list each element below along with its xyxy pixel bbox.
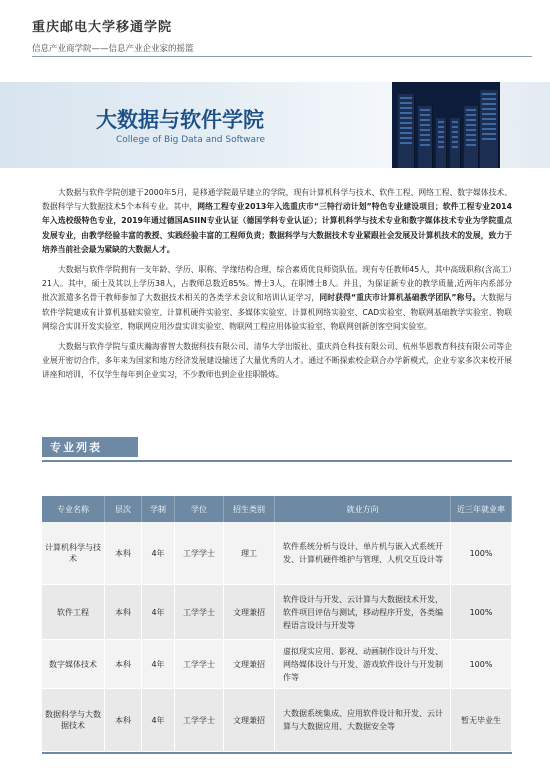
table-header-row (42, 496, 512, 522)
employment-rate: 100% (451, 640, 512, 689)
category: 文理兼招 (224, 689, 275, 752)
college-subtitle-en: College of Big Data and Software (116, 135, 266, 145)
major-name: 数字媒体技术 (42, 640, 105, 689)
career-direction: 虚拟现实应用、影视、动画制作设计与开发、网络媒体设计与开发、游戏软件设计与开发制作等 (275, 640, 451, 689)
server-room-image (392, 82, 500, 168)
table-bottom-rule (42, 752, 512, 754)
major-name: 数据科学与大数据技术 (42, 689, 105, 752)
header-divider (32, 56, 532, 57)
school-tagline: 信息产业商学院——信息产业企业家的摇篮 (32, 44, 194, 54)
category: 文理兼招 (224, 585, 275, 640)
section-title: 专业列表 (50, 441, 102, 454)
col-header-duration: 学制 (142, 496, 175, 522)
duration: 4年 (142, 522, 175, 585)
majors-table (42, 496, 512, 752)
table-row (42, 522, 512, 585)
employment-rate: 暂无毕业生 (451, 689, 512, 752)
col-header-career: 就业方向 (275, 496, 451, 522)
col-header-major: 专业名称 (42, 496, 105, 522)
intro-paragraph: 大数据与软件学院拥有一支年龄、学历、职称、学缘结构合理，综合素质优良师资队伍。现有专任教师45人，其中高级职称(含高工）21人。其中，硕士及其以上学历38人，占教师总数近85%。博士3人，在职博士8人。并且，为保证新专业的教学质量,近两年内系部分批次派遣多名骨干教师参加了大数据技术相关的各类学术会议和培训认证学习，同时获得“重庆市计算机基础教学团队”称号。大数据与软件学院建成有计算机基础实验室、计算机硬件实验室、多媒体实验室、计算机网络实验室、CAD实验室、物联网基础教学实验室、物联网综合实训开发实验室、物联网应用沙盘实训实验室、物联网工程应用体验实验室、物联网创新创客空间实验室。 (42, 265, 513, 331)
duration: 4年 (142, 689, 175, 752)
college-title: 大数据与软件学院 (96, 108, 264, 132)
degree: 工学学士 (175, 585, 224, 640)
career-direction: 软件系统分析与设计、单片机与嵌入式系统开发、计算机硬件维护与管理、人机交互设计等 (275, 522, 451, 585)
level: 本科 (105, 522, 142, 585)
duration: 4年 (142, 585, 175, 640)
level: 本科 (105, 689, 142, 752)
degree: 工学学士 (175, 522, 224, 585)
category: 理工 (224, 522, 275, 585)
col-header-degree: 学位 (175, 496, 224, 522)
degree: 工学学士 (175, 640, 224, 689)
degree: 工学学士 (175, 689, 224, 752)
intro-paragraph: 大数据与软件学院创建于2000年5月，是移通学院最早建立的学院，现有计算机科学与技术、软件工程、网络工程、数字媒体技术、数据科学与大数据技术5个本科专业。其中，网络工程专业2013年入选重庆市“三特行动计划”特色专业建设项目；软件工程专业2014年入选校级特色专业，2019年通过德国ASIIN专业认证（德国学科专业认证）；计算机科学与技术专业和数字媒体技术专业为学院重点发展专业，由教学经验丰富的教授、实践经验丰富的工程师负责；数据科学与大数据技术专业紧跟社会发展及计算机技术的发展，致力于培养当前社会最为紧缺的大数据人才。 (42, 188, 512, 254)
table-row (42, 585, 512, 640)
page-header (0, 0, 550, 70)
col-header-employment-rate: 近三年就业率 (451, 496, 512, 522)
career-direction: 软件设计与开发、云计算与大数据技术开发，软件项目评估与测试，移动程序开发，各类编程语言设计与开发等 (275, 585, 451, 640)
career-direction: 大数据系统集成、应用软件设计和开发、云计算与大数据应用、大数据安全等 (275, 689, 451, 752)
major-name: 软件工程 (42, 585, 105, 640)
level: 本科 (105, 585, 142, 640)
major-name: 计算机科学与技术 (42, 522, 105, 585)
school-name: 重庆邮电大学移通学院 (32, 20, 173, 35)
college-introduction (42, 186, 512, 389)
category: 文理兼招 (224, 640, 275, 689)
level: 本科 (105, 640, 142, 689)
col-header-category: 招生类别 (224, 496, 275, 522)
hero-banner (0, 82, 550, 168)
duration: 4年 (142, 640, 175, 689)
employment-rate: 100% (451, 585, 512, 640)
section-heading (42, 437, 138, 457)
employment-rate: 100% (451, 522, 512, 585)
table-row (42, 689, 512, 752)
intro-paragraph: 大数据与软件学院与重庆瀚海睿智大数据科技有限公司、清华大学出版社、重庆尚仓科技有限公司、杭州华恩教育科技有限公司等企业展开密切合作，多年来为国家和地方经济发展建设输送了大量优秀的人才。通过不断探索校企联合办学新模式，企业专家多次来校开展讲座和培训，不仅学生每年到企业实习，不少教师也到企业挂职锻炼。 (42, 342, 512, 380)
section-divider (42, 460, 512, 462)
col-header-level: 层次 (105, 496, 142, 522)
table-row (42, 640, 512, 689)
